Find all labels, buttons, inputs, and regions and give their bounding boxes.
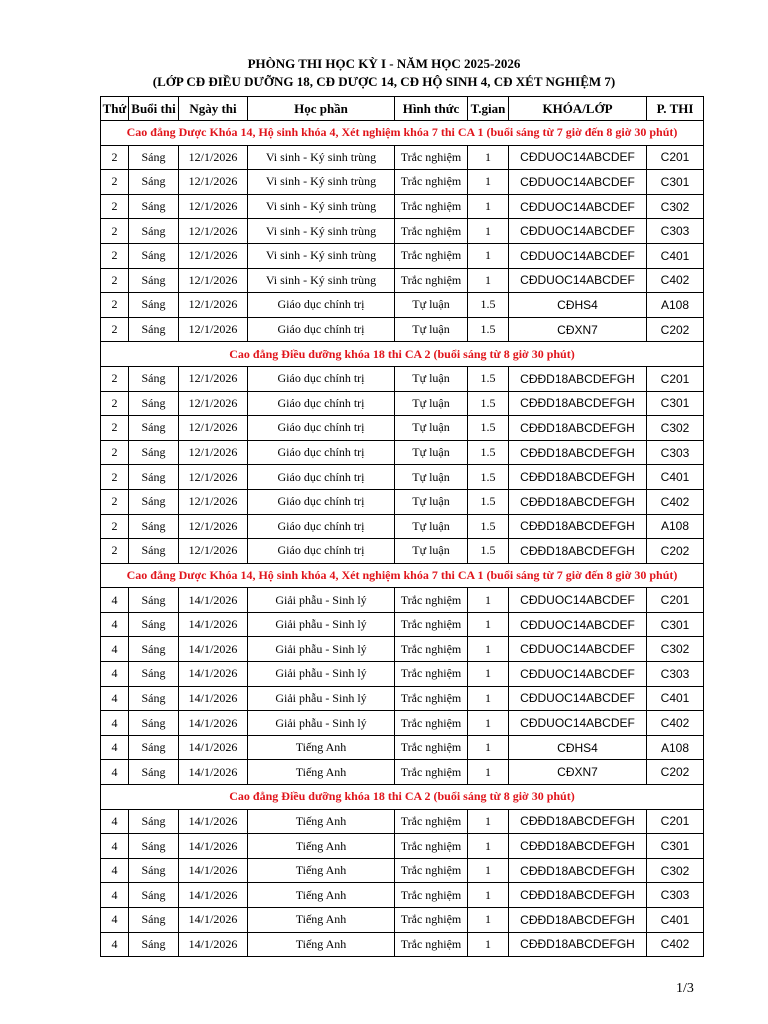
cell-subject: Giáo dục chính trị	[248, 391, 395, 416]
cell-day: 4	[101, 686, 129, 711]
table-row	[101, 391, 704, 416]
cell-room: C201	[647, 145, 704, 170]
cell-date: 14/1/2026	[179, 735, 248, 760]
header-row	[101, 97, 704, 121]
cell-class: CĐĐD18ABCDEFGH	[509, 858, 647, 883]
cell-session: Sáng	[129, 317, 179, 342]
cell-date: 14/1/2026	[179, 588, 248, 613]
cell-day: 2	[101, 539, 129, 564]
cell-day: 4	[101, 809, 129, 834]
cell-class: CĐHS4	[509, 293, 647, 318]
cell-day: 2	[101, 465, 129, 490]
table-body	[101, 121, 704, 957]
cell-subject: Tiếng Anh	[248, 932, 395, 957]
table-row	[101, 686, 704, 711]
page-subtitle: (LỚP CĐ ĐIỀU DƯỠNG 18, CĐ DƯỢC 14, CĐ HỘ SINH 4, CĐ XÉT NGHIỆM 7)	[152, 74, 616, 89]
cell-date: 14/1/2026	[179, 760, 248, 785]
section-header-text: Cao đẳng Dược Khóa 14, Hộ sinh khóa 4, Xét nghiệm khóa 7 thi CA 1 (buổi sáng từ 7 giờ đến 8 giờ 30 phút)	[101, 121, 704, 146]
cell-room: C303	[647, 440, 704, 465]
col-header-format: Hình thức	[395, 97, 468, 121]
cell-session: Sáng	[129, 637, 179, 662]
table-row	[101, 760, 704, 785]
cell-format: Trắc nghiệm	[395, 735, 468, 760]
cell-format: Tự luận	[395, 514, 468, 539]
table-row	[101, 662, 704, 687]
cell-room: C302	[647, 637, 704, 662]
cell-duration: 1	[468, 760, 509, 785]
cell-format: Tự luận	[395, 416, 468, 441]
cell-room: C302	[647, 858, 704, 883]
cell-day: 4	[101, 612, 129, 637]
cell-format: Trắc nghiệm	[395, 170, 468, 195]
cell-date: 12/1/2026	[179, 489, 248, 514]
cell-session: Sáng	[129, 465, 179, 490]
cell-room: C301	[647, 170, 704, 195]
cell-day: 2	[101, 440, 129, 465]
cell-format: Trắc nghiệm	[395, 908, 468, 933]
cell-room: C303	[647, 883, 704, 908]
cell-class: CĐDUOC14ABCDEF	[509, 145, 647, 170]
cell-subject: Giáo dục chính trị	[248, 317, 395, 342]
cell-day: 2	[101, 293, 129, 318]
cell-date: 14/1/2026	[179, 711, 248, 736]
cell-date: 14/1/2026	[179, 637, 248, 662]
cell-subject: Tiếng Anh	[248, 809, 395, 834]
cell-day: 4	[101, 932, 129, 957]
cell-room: C301	[647, 612, 704, 637]
cell-format: Tự luận	[395, 317, 468, 342]
cell-day: 2	[101, 219, 129, 244]
cell-subject: Tiếng Anh	[248, 760, 395, 785]
cell-room: C402	[647, 489, 704, 514]
cell-session: Sáng	[129, 194, 179, 219]
cell-duration: 1.5	[468, 391, 509, 416]
cell-date: 12/1/2026	[179, 243, 248, 268]
table-row	[101, 293, 704, 318]
cell-format: Trắc nghiệm	[395, 809, 468, 834]
cell-date: 12/1/2026	[179, 366, 248, 391]
cell-format: Trắc nghiệm	[395, 883, 468, 908]
cell-room: C202	[647, 760, 704, 785]
cell-day: 4	[101, 883, 129, 908]
cell-date: 14/1/2026	[179, 686, 248, 711]
table-row	[101, 440, 704, 465]
cell-subject: Giải phẫu - Sinh lý	[248, 637, 395, 662]
cell-duration: 1.5	[468, 539, 509, 564]
cell-day: 2	[101, 391, 129, 416]
cell-format: Tự luận	[395, 539, 468, 564]
cell-date: 12/1/2026	[179, 194, 248, 219]
cell-class: CĐĐD18ABCDEFGH	[509, 514, 647, 539]
cell-session: Sáng	[129, 440, 179, 465]
cell-day: 4	[101, 662, 129, 687]
cell-room: C302	[647, 194, 704, 219]
cell-session: Sáng	[129, 416, 179, 441]
cell-duration: 1.5	[468, 317, 509, 342]
cell-day: 2	[101, 317, 129, 342]
cell-format: Trắc nghiệm	[395, 145, 468, 170]
cell-day: 4	[101, 834, 129, 859]
cell-room: C202	[647, 539, 704, 564]
cell-session: Sáng	[129, 489, 179, 514]
cell-format: Trắc nghiệm	[395, 834, 468, 859]
cell-room: C201	[647, 588, 704, 613]
cell-subject: Tiếng Anh	[248, 883, 395, 908]
table-row	[101, 932, 704, 957]
cell-session: Sáng	[129, 760, 179, 785]
cell-session: Sáng	[129, 145, 179, 170]
cell-format: Trắc nghiệm	[395, 760, 468, 785]
cell-session: Sáng	[129, 219, 179, 244]
cell-session: Sáng	[129, 662, 179, 687]
cell-duration: 1	[468, 834, 509, 859]
cell-class: CĐĐD18ABCDEFGH	[509, 883, 647, 908]
cell-session: Sáng	[129, 539, 179, 564]
table-row	[101, 809, 704, 834]
cell-session: Sáng	[129, 612, 179, 637]
cell-session: Sáng	[129, 858, 179, 883]
table-row	[101, 612, 704, 637]
section-header-text: Cao đẳng Điều dưỡng khóa 18 thi CA 2 (buổi sáng từ 8 giờ 30 phút)	[101, 785, 704, 810]
cell-duration: 1.5	[468, 514, 509, 539]
cell-subject: Giáo dục chính trị	[248, 489, 395, 514]
cell-class: CĐDUOC14ABCDEF	[509, 662, 647, 687]
table-row	[101, 489, 704, 514]
cell-date: 12/1/2026	[179, 317, 248, 342]
cell-room: C402	[647, 711, 704, 736]
cell-subject: Vi sinh - Ký sinh trùng	[248, 170, 395, 195]
cell-date: 14/1/2026	[179, 883, 248, 908]
cell-subject: Vi sinh - Ký sinh trùng	[248, 268, 395, 293]
cell-room: C303	[647, 219, 704, 244]
table-row	[101, 514, 704, 539]
cell-format: Tự luận	[395, 293, 468, 318]
cell-format: Trắc nghiệm	[395, 932, 468, 957]
cell-duration: 1	[468, 194, 509, 219]
cell-format: Trắc nghiệm	[395, 612, 468, 637]
cell-room: C301	[647, 391, 704, 416]
cell-duration: 1	[468, 711, 509, 736]
cell-format: Trắc nghiệm	[395, 637, 468, 662]
cell-subject: Giáo dục chính trị	[248, 366, 395, 391]
col-header-room: P. THI	[647, 97, 704, 121]
cell-day: 2	[101, 194, 129, 219]
cell-subject: Giải phẫu - Sinh lý	[248, 686, 395, 711]
cell-class: CĐXN7	[509, 760, 647, 785]
cell-duration: 1	[468, 170, 509, 195]
cell-duration: 1.5	[468, 293, 509, 318]
cell-session: Sáng	[129, 268, 179, 293]
cell-format: Trắc nghiệm	[395, 711, 468, 736]
cell-subject: Vi sinh - Ký sinh trùng	[248, 219, 395, 244]
cell-format: Tự luận	[395, 391, 468, 416]
cell-day: 2	[101, 489, 129, 514]
cell-class: CĐĐD18ABCDEFGH	[509, 391, 647, 416]
cell-date: 12/1/2026	[179, 170, 248, 195]
table-row	[101, 858, 704, 883]
page-title: PHÒNG THI HỌC KỲ I - NĂM HỌC 2025-2026	[247, 56, 521, 71]
cell-session: Sáng	[129, 243, 179, 268]
cell-class: CĐDUOC14ABCDEF	[509, 268, 647, 293]
col-header-class: KHÓA/LỚP	[509, 97, 647, 121]
cell-format: Trắc nghiệm	[395, 686, 468, 711]
cell-duration: 1	[468, 735, 509, 760]
cell-date: 12/1/2026	[179, 440, 248, 465]
section-header-text: Cao đẳng Dược Khóa 14, Hộ sinh khóa 4, Xét nghiệm khóa 7 thi CA 1 (buổi sáng từ 7 giờ đến 8 giờ 30 phút)	[101, 563, 704, 588]
cell-session: Sáng	[129, 514, 179, 539]
cell-day: 4	[101, 711, 129, 736]
cell-day: 2	[101, 170, 129, 195]
cell-duration: 1.5	[468, 440, 509, 465]
table-row	[101, 539, 704, 564]
table-row	[101, 883, 704, 908]
cell-duration: 1	[468, 858, 509, 883]
cell-date: 12/1/2026	[179, 416, 248, 441]
cell-class: CĐDUOC14ABCDEF	[509, 711, 647, 736]
cell-session: Sáng	[129, 809, 179, 834]
cell-session: Sáng	[129, 366, 179, 391]
cell-room: A108	[647, 293, 704, 318]
cell-format: Trắc nghiệm	[395, 858, 468, 883]
section-header-row	[101, 785, 704, 810]
cell-subject: Tiếng Anh	[248, 908, 395, 933]
cell-session: Sáng	[129, 170, 179, 195]
cell-session: Sáng	[129, 932, 179, 957]
section-header-text: Cao đẳng Điều dưỡng khóa 18 thi CA 2 (buổi sáng từ 8 giờ 30 phút)	[101, 342, 704, 367]
cell-date: 14/1/2026	[179, 809, 248, 834]
cell-duration: 1.5	[468, 489, 509, 514]
table-row	[101, 735, 704, 760]
cell-class: CĐDUOC14ABCDEF	[509, 219, 647, 244]
cell-room: C401	[647, 908, 704, 933]
cell-class: CĐXN7	[509, 317, 647, 342]
cell-class: CĐDUOC14ABCDEF	[509, 588, 647, 613]
table-row	[101, 711, 704, 736]
cell-format: Tự luận	[395, 440, 468, 465]
cell-class: CĐDUOC14ABCDEF	[509, 612, 647, 637]
cell-class: CĐĐD18ABCDEFGH	[509, 809, 647, 834]
cell-class: CĐDUOC14ABCDEF	[509, 243, 647, 268]
cell-day: 2	[101, 268, 129, 293]
table-header	[101, 97, 704, 121]
cell-room: C202	[647, 317, 704, 342]
cell-room: C201	[647, 809, 704, 834]
table-row	[101, 834, 704, 859]
cell-subject: Tiếng Anh	[248, 858, 395, 883]
cell-duration: 1	[468, 932, 509, 957]
cell-session: Sáng	[129, 883, 179, 908]
cell-session: Sáng	[129, 908, 179, 933]
cell-room: C201	[647, 366, 704, 391]
cell-class: CĐĐD18ABCDEFGH	[509, 366, 647, 391]
section-header-row	[101, 342, 704, 367]
cell-class: CĐDUOC14ABCDEF	[509, 170, 647, 195]
cell-date: 12/1/2026	[179, 268, 248, 293]
cell-duration: 1	[468, 268, 509, 293]
col-header-day: Thứ	[101, 97, 129, 121]
cell-room: A108	[647, 735, 704, 760]
table-row	[101, 145, 704, 170]
cell-room: C402	[647, 932, 704, 957]
cell-date: 14/1/2026	[179, 834, 248, 859]
cell-class: CĐĐD18ABCDEFGH	[509, 908, 647, 933]
cell-day: 4	[101, 858, 129, 883]
cell-class: CĐĐD18ABCDEFGH	[509, 539, 647, 564]
table-row	[101, 465, 704, 490]
cell-duration: 1	[468, 809, 509, 834]
cell-room: C302	[647, 416, 704, 441]
table-row	[101, 243, 704, 268]
cell-subject: Vi sinh - Ký sinh trùng	[248, 243, 395, 268]
cell-date: 12/1/2026	[179, 293, 248, 318]
cell-room: C301	[647, 834, 704, 859]
cell-duration: 1	[468, 637, 509, 662]
col-header-subject: Học phần	[248, 97, 395, 121]
cell-subject: Giáo dục chính trị	[248, 465, 395, 490]
cell-day: 2	[101, 366, 129, 391]
cell-room: C303	[647, 662, 704, 687]
cell-session: Sáng	[129, 686, 179, 711]
cell-duration: 1	[468, 686, 509, 711]
col-header-date: Ngày thi	[179, 97, 248, 121]
cell-room: C401	[647, 243, 704, 268]
cell-subject: Giáo dục chính trị	[248, 293, 395, 318]
cell-date: 14/1/2026	[179, 612, 248, 637]
cell-room: C401	[647, 465, 704, 490]
col-header-session: Buổi thi	[129, 97, 179, 121]
cell-duration: 1	[468, 145, 509, 170]
cell-duration: 1	[468, 612, 509, 637]
cell-subject: Vi sinh - Ký sinh trùng	[248, 194, 395, 219]
cell-format: Tự luận	[395, 489, 468, 514]
cell-subject: Giải phẫu - Sinh lý	[248, 662, 395, 687]
cell-class: CĐHS4	[509, 735, 647, 760]
cell-date: 12/1/2026	[179, 514, 248, 539]
table-row	[101, 908, 704, 933]
cell-duration: 1.5	[468, 416, 509, 441]
cell-class: CĐDUOC14ABCDEF	[509, 194, 647, 219]
section-header-row	[101, 121, 704, 146]
cell-room: C401	[647, 686, 704, 711]
cell-class: CĐDUOC14ABCDEF	[509, 686, 647, 711]
exam-schedule-table	[100, 96, 704, 957]
cell-duration: 1	[468, 883, 509, 908]
cell-day: 4	[101, 760, 129, 785]
cell-session: Sáng	[129, 711, 179, 736]
table-row	[101, 219, 704, 244]
cell-date: 12/1/2026	[179, 145, 248, 170]
cell-format: Trắc nghiệm	[395, 268, 468, 293]
cell-room: C402	[647, 268, 704, 293]
table-row	[101, 416, 704, 441]
cell-room: A108	[647, 514, 704, 539]
table-row	[101, 588, 704, 613]
cell-date: 12/1/2026	[179, 219, 248, 244]
cell-subject: Tiếng Anh	[248, 834, 395, 859]
table-row	[101, 637, 704, 662]
cell-duration: 1	[468, 243, 509, 268]
cell-class: CĐDUOC14ABCDEF	[509, 637, 647, 662]
cell-day: 2	[101, 243, 129, 268]
cell-format: Tự luận	[395, 465, 468, 490]
cell-duration: 1	[468, 908, 509, 933]
cell-date: 12/1/2026	[179, 391, 248, 416]
cell-day: 4	[101, 735, 129, 760]
cell-date: 12/1/2026	[179, 465, 248, 490]
cell-session: Sáng	[129, 293, 179, 318]
table-row	[101, 366, 704, 391]
cell-class: CĐĐD18ABCDEFGH	[509, 489, 647, 514]
cell-day: 2	[101, 514, 129, 539]
cell-date: 14/1/2026	[179, 908, 248, 933]
cell-date: 14/1/2026	[179, 932, 248, 957]
cell-subject: Giáo dục chính trị	[248, 539, 395, 564]
table-row	[101, 194, 704, 219]
cell-session: Sáng	[129, 588, 179, 613]
cell-subject: Giáo dục chính trị	[248, 514, 395, 539]
cell-date: 12/1/2026	[179, 539, 248, 564]
cell-format: Trắc nghiệm	[395, 194, 468, 219]
table-row	[101, 317, 704, 342]
cell-session: Sáng	[129, 834, 179, 859]
section-header-row	[101, 563, 704, 588]
table-row	[101, 170, 704, 195]
cell-day: 2	[101, 416, 129, 441]
cell-date: 14/1/2026	[179, 662, 248, 687]
cell-session: Sáng	[129, 735, 179, 760]
cell-day: 4	[101, 588, 129, 613]
cell-format: Tự luận	[395, 366, 468, 391]
cell-subject: Vi sinh - Ký sinh trùng	[248, 145, 395, 170]
cell-format: Trắc nghiệm	[395, 662, 468, 687]
cell-duration: 1	[468, 219, 509, 244]
cell-class: CĐĐD18ABCDEFGH	[509, 834, 647, 859]
cell-class: CĐĐD18ABCDEFGH	[509, 465, 647, 490]
cell-day: 4	[101, 637, 129, 662]
cell-format: Trắc nghiệm	[395, 219, 468, 244]
cell-duration: 1.5	[468, 366, 509, 391]
cell-session: Sáng	[129, 391, 179, 416]
cell-day: 4	[101, 908, 129, 933]
cell-date: 14/1/2026	[179, 858, 248, 883]
cell-subject: Giáo dục chính trị	[248, 416, 395, 441]
page-number: 1/3	[676, 981, 694, 996]
cell-day: 2	[101, 145, 129, 170]
cell-class: CĐĐD18ABCDEFGH	[509, 440, 647, 465]
cell-format: Trắc nghiệm	[395, 243, 468, 268]
cell-class: CĐĐD18ABCDEFGH	[509, 932, 647, 957]
col-header-duration: T.gian	[468, 97, 509, 121]
cell-duration: 1.5	[468, 465, 509, 490]
cell-subject: Tiếng Anh	[248, 735, 395, 760]
cell-duration: 1	[468, 662, 509, 687]
cell-subject: Giải phẫu - Sinh lý	[248, 588, 395, 613]
cell-subject: Giáo dục chính trị	[248, 440, 395, 465]
cell-format: Trắc nghiệm	[395, 588, 468, 613]
cell-duration: 1	[468, 588, 509, 613]
cell-class: CĐĐD18ABCDEFGH	[509, 416, 647, 441]
table-row	[101, 268, 704, 293]
cell-subject: Giải phẫu - Sinh lý	[248, 711, 395, 736]
cell-subject: Giải phẫu - Sinh lý	[248, 612, 395, 637]
